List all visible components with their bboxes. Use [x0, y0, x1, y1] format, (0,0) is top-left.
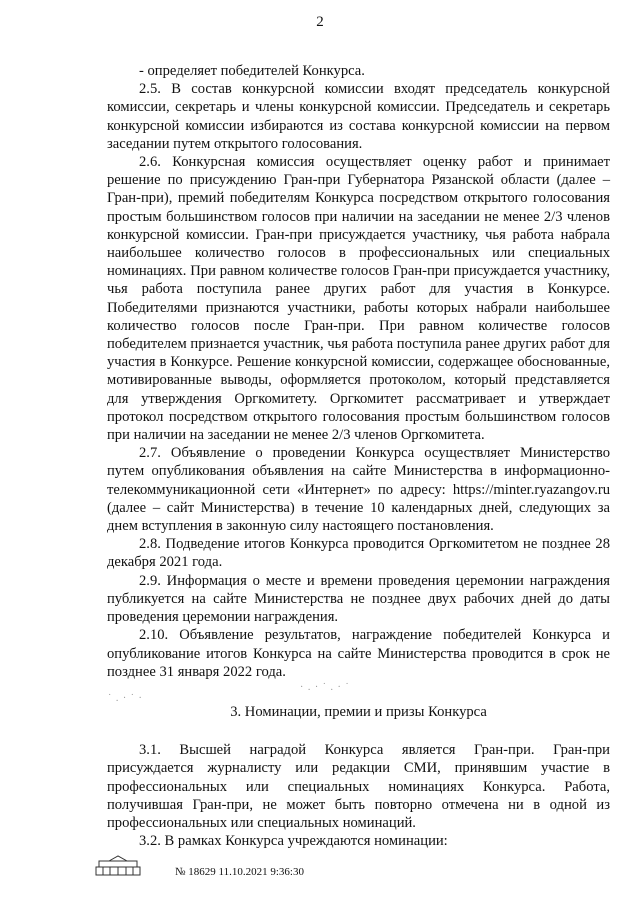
- scan-noise: ˙ . · ˙ ·: [108, 693, 143, 704]
- registration-number: № 18629 11.10.2021 9:36:30: [175, 866, 304, 878]
- scan-noise: · . · ˙ . · ˙: [300, 682, 350, 693]
- paragraph-2-9: 2.9. Информация о месте и времени проведения церемонии награждения публикуется на сайте Министерства не позднее двух рабочих дней до даты проведения церемонии награждения.: [107, 572, 610, 626]
- paragraph-2-6: 2.6. Конкурсная комиссия осуществляет оценку работ и принимает решение по присуждению Гран-при Губернатора Рязанской области (далее – Гран-при), премий победителям Конкурса посредством открытого голосования простым большинством голосов при наличии на заседании не менее 2/3 членов конкурсной комиссии. Гран-при присуждается участнику, чья работа набрала наибольшее количество голосов в профессиональных или специальных номинациях. При равном количестве голосов Гран-при присуждается участнику, чья работа поступила ранее других работ для участия в Конкурсе. Победителями признаются участники, работы которых набрали наибольшее количество голосов после Гран-при. При равном количестве голосов победителем признается участник, чья работа поступила ранее других работ для участия в Конкурсе. Решение конкурсной комиссии, содержащее обоснованные, мотивированные выводы, оформляется протоколом, который представляется для утверждения Оргкомитету. Оргкомитет рассматривает и утверждает протокол посредством открытого голосования простым большинством голосов при наличии на заседании не менее 2/3 членов Оргкомитета.: [107, 154, 610, 444]
- page-number: 2: [316, 14, 324, 30]
- paragraph-3-2: 3.2. В рамках Конкурса учреждаются номинации:: [139, 833, 448, 850]
- paragraph-2-7: 2.7. Объявление о проведении Конкурса осуществляет Министерство путем опубликования объявления на сайте Министерства в информационно-телекоммуникационной сети «Интернет» по адресу: https://minter.ryazangov.ru (далее – сайт Министерства) в течение 10 календарных дней, следующих за днем вступления в законную силу настоящего постановления.: [107, 445, 610, 535]
- registration-footer: [95, 855, 495, 895]
- paragraph-3-1: 3.1. Высшей наградой Конкурса является Гран-при. Гран-при присуждается журналисту или редакции СМИ, принявшим участие в профессиональных или специальных номинациях Конкурса. Работа, получившая Гран-при, не может быть повторно отмечена ни в одной из профессиональных или специальных номинаций.: [107, 742, 610, 831]
- building-stamp-icon: [95, 855, 141, 877]
- document-body: [107, 62, 610, 850]
- paragraph-2-5: 2.5. В состав конкурсной комиссии входят председатель конкурсной комиссии, секретарь и члены конкурсной комиссии. Председатель и секретарь конкурсной комиссии избираются из состава конкурсной комиссии на первом заседании путем открытого голосования.: [107, 81, 610, 152]
- section-heading: 3. Номинации, премии и призы Конкурса: [230, 703, 487, 720]
- paragraph-item: - определяет победителей Конкурса.: [139, 63, 365, 79]
- paragraph-2-10: 2.10. Объявление результатов, награждение победителей Конкурса и опубликование итогов Конкурса на сайте Министерства проводится в срок не позднее 31 января 2022 года.: [107, 627, 610, 680]
- paragraph-2-8: 2.8. Подведение итогов Конкурса проводится Оргкомитетом не позднее 28 декабря 2021 года.: [107, 536, 610, 571]
